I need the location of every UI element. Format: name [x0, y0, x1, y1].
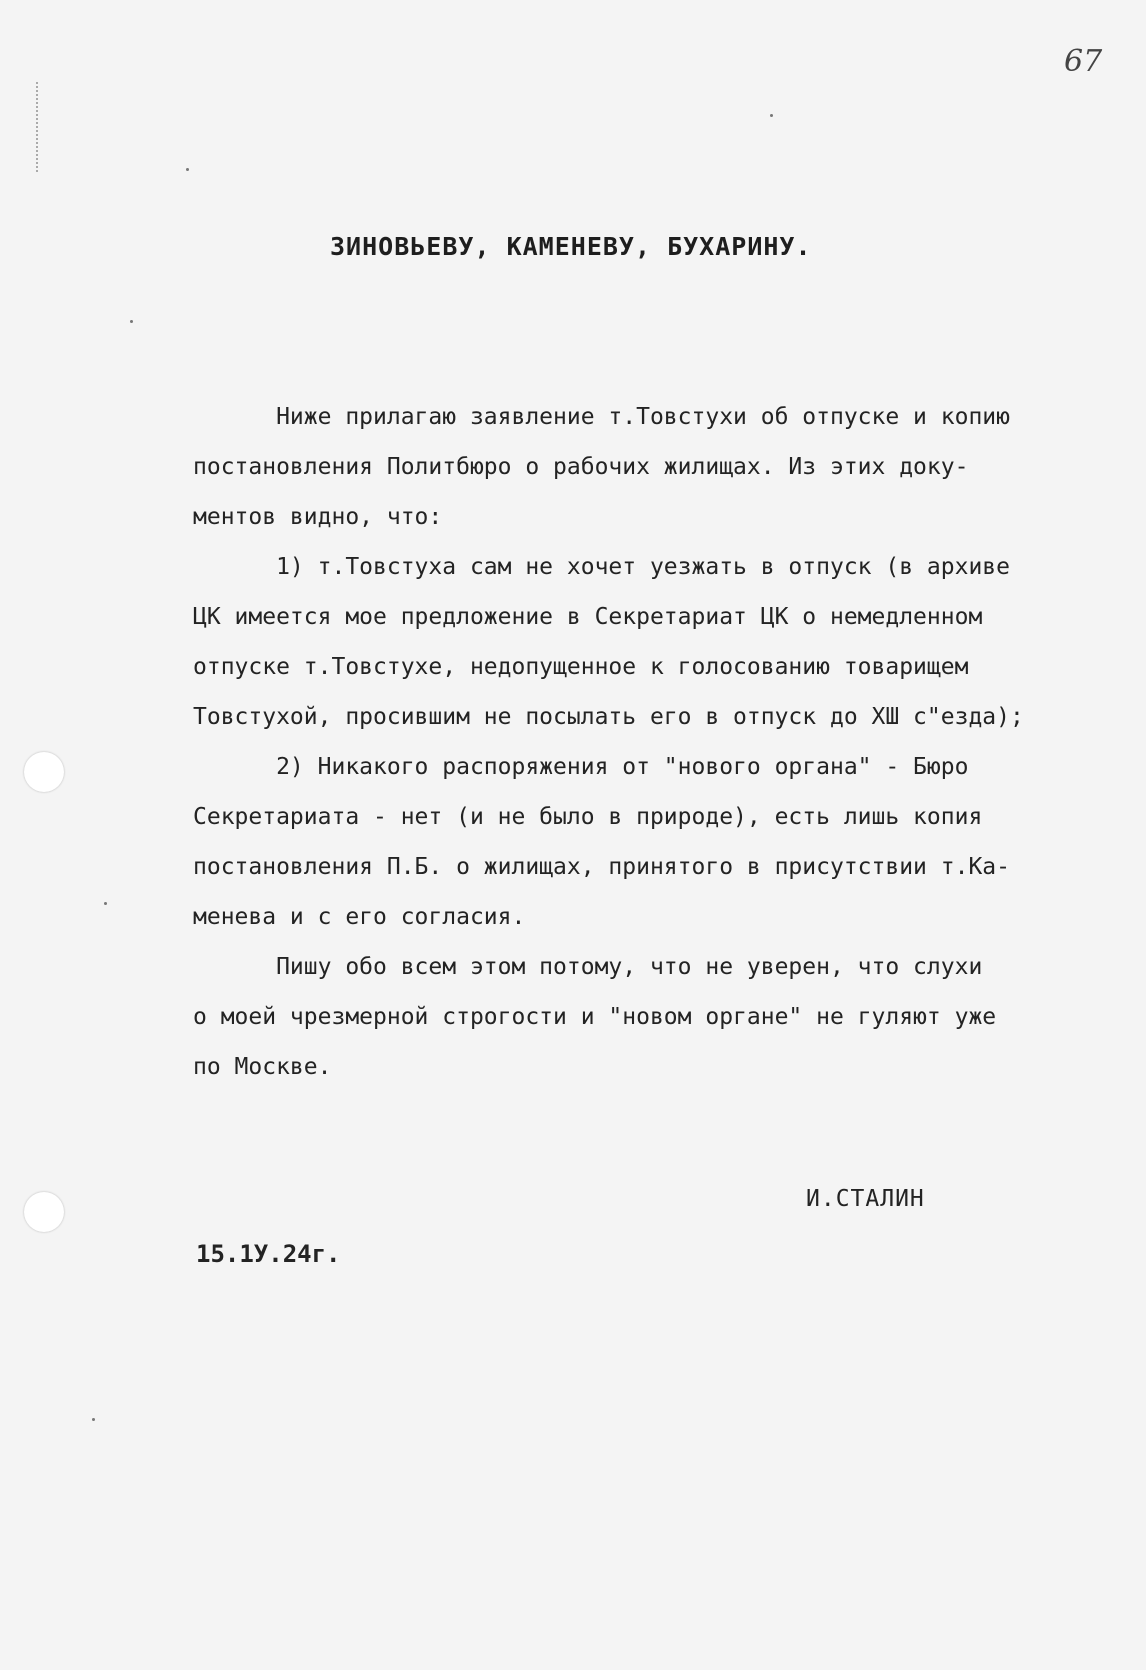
body-line: 2) Никакого распоряжения от "нового органа" - Бюро	[193, 754, 969, 780]
margin-mark	[36, 82, 42, 172]
signature: И.СТАЛИН	[806, 1186, 925, 1212]
body-line: ментов видно, что:	[193, 504, 443, 530]
body-line: Пишу обо всем этом потому, что не уверен, что слухи	[193, 954, 983, 980]
document-date: 15.1У.24г.	[196, 1240, 341, 1268]
body-line: Товстухой, просившим не посылать его в отпуск до ХШ с"езда);	[193, 704, 1024, 730]
paper-speck	[104, 902, 107, 905]
body-line: по Москве.	[193, 1054, 332, 1080]
addressee-heading: ЗИНОВЬЕВУ, КАМЕНЕВУ, БУХАРИНУ.	[330, 232, 812, 261]
paper-speck	[186, 168, 189, 171]
body-line: постановления П.Б. о жилищах, принятого в присутствии т.Ка-	[193, 854, 1010, 880]
body-line: отпуске т.Товстухе, недопущенное к голосованию товарищем	[193, 654, 969, 680]
body-line: ЦК имеется мое предложение в Секретариат ЦК о немедленном	[193, 604, 983, 630]
punch-hole-bottom	[24, 1192, 64, 1232]
paper-speck	[130, 320, 133, 323]
page-number: 67	[1064, 44, 1103, 79]
body-line: Ниже прилагаю заявление т.Товстухи об отпуске и копию	[193, 404, 1010, 430]
paper-speck	[92, 1418, 95, 1421]
body-line: постановления Политбюро о рабочих жилищах. Из этих доку-	[193, 454, 969, 480]
body-line: менева и с его согласия.	[193, 904, 526, 930]
body-line: Секретариата - нет (и не было в природе), есть лишь копия	[193, 804, 983, 830]
punch-hole-top	[24, 752, 64, 792]
body-line: 1) т.Товстуха сам не хочет уезжать в отпуск (в архиве	[193, 554, 1010, 580]
body-line: о моей чрезмерной строгости и "новом органе" не гуляют уже	[193, 1004, 997, 1030]
paper-speck	[770, 114, 773, 117]
letter-body	[193, 392, 1123, 1092]
